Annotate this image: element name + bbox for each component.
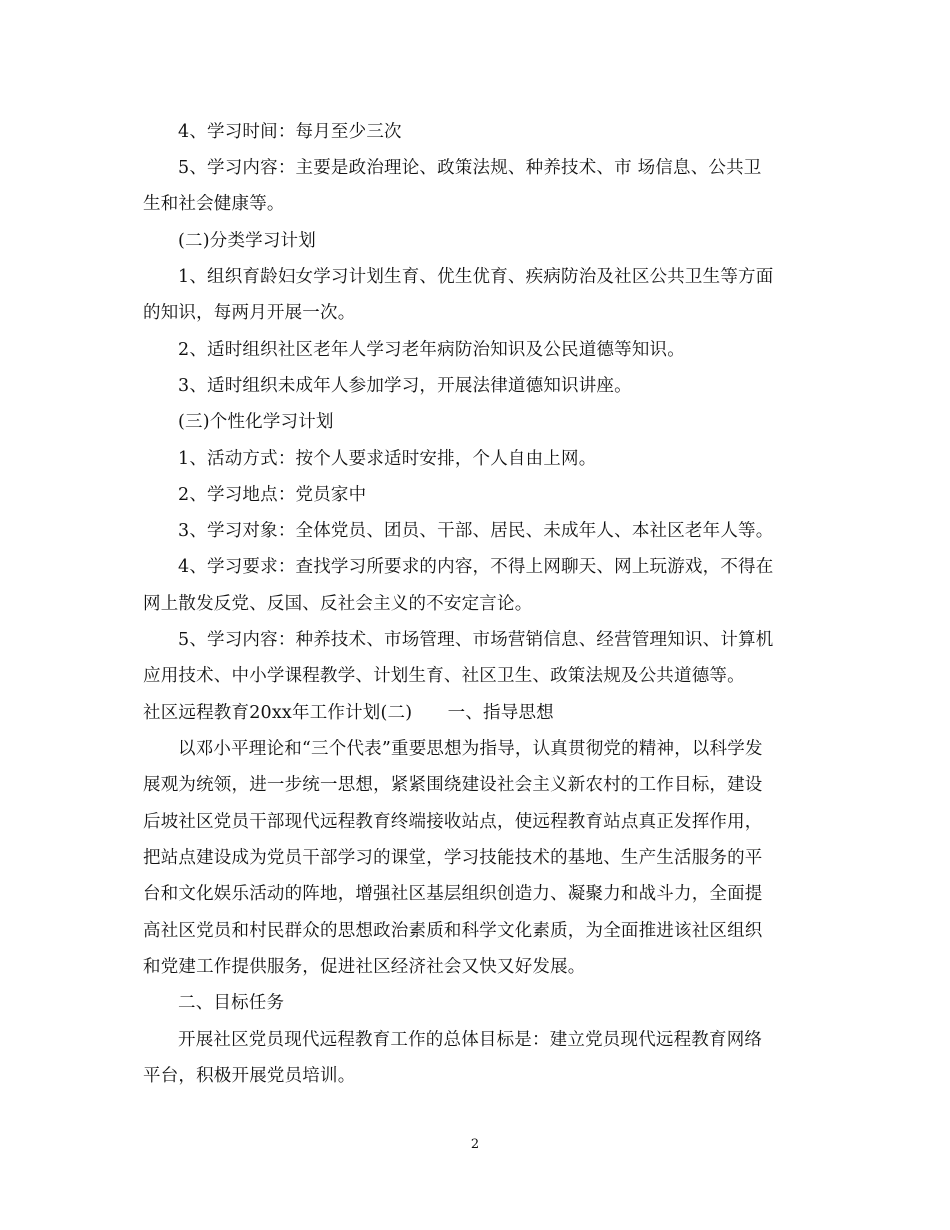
paragraph-line: 和党建工作提供服务，促进社区经济社会又快又好发展。 <box>143 957 586 977</box>
paragraph-line: 1、组织育龄妇女学习计划生育、优生优育、疾病防治及社区公共卫生等方面 <box>178 267 774 287</box>
paragraph-line: 生和社会健康等。 <box>143 194 285 214</box>
paragraph-line: 2、学习地点：党员家中 <box>178 485 367 505</box>
paragraph-line: 2、适时组织社区老年人学习老年病防治知识及公民道德等知识。 <box>178 340 685 360</box>
paragraph-line: 展观为统领，进一步统一思想，紧紧围绕建设社会主义新农村的工作目标，建设 <box>143 775 763 795</box>
paragraph-line: 的知识，每两月开展一次。 <box>143 303 356 323</box>
paragraph-line: 平台，积极开展党员培训。 <box>143 1066 356 1086</box>
paragraph-line: 把站点建设成为党员干部学习的课堂，学习技能技术的基地、生产生活服务的平 <box>143 848 763 868</box>
page-number: 2 <box>470 1137 480 1152</box>
document-title: 社区远程教育20xx年工作计划(二) 一、指导思想 <box>143 703 554 723</box>
paragraph-line: 以邓小平理论和“三个代表”重要思想为指导，认真贯彻党的精神，以科学发 <box>178 739 763 759</box>
paragraph-line: 开展社区党员现代远程教育工作的总体目标是：建立党员现代远程教育网络 <box>178 1030 763 1050</box>
paragraph-line: 应用技术、中小学课程教学、计划生育、社区卫生、政策法规及公共道德等。 <box>143 666 745 686</box>
paragraph-line: 后坡社区党员干部现代远程教育终端接收站点，使远程教育站点真正发挥作用， <box>143 812 763 832</box>
paragraph-line: 4、学习要求：查找学习所要求的内容，不得上网聊天、网上玩游戏，不得在 <box>178 557 774 577</box>
paragraph-line: 3、学习对象：全体党员、团员、干部、居民、未成年人、本社区老年人等。 <box>178 521 774 541</box>
section-heading: 二、目标任务 <box>178 993 285 1013</box>
section-heading: (二)分类学习计划 <box>178 231 316 251</box>
paragraph-line: 3、适时组织未成年人参加学习，开展法律道德知识讲座。 <box>178 376 632 396</box>
paragraph-line: 台和文化娱乐活动的阵地，增强社区基层组织创造力、凝聚力和战斗力，全面提 <box>143 884 763 904</box>
paragraph-line: 1、活动方式：按个人要求适时安排，个人自由上网。 <box>178 449 597 469</box>
paragraph-line: 5、学习内容：主要是政治理论、政策法规、种养技术、市 场信息、公共卫 <box>178 158 762 178</box>
paragraph-line: 4、学习时间：每月至少三次 <box>178 122 402 142</box>
section-heading: (三)个性化学习计划 <box>178 412 334 432</box>
paragraph-line: 5、学习内容：种养技术、市场管理、市场营销信息、经营管理知识、计算机 <box>178 630 774 650</box>
paragraph-line: 网上散发反党、反国、反社会主义的不安定言论。 <box>143 594 533 614</box>
paragraph-line: 高社区党员和村民群众的思想政治素质和科学文化素质，为全面推进该社区组织 <box>143 921 763 941</box>
